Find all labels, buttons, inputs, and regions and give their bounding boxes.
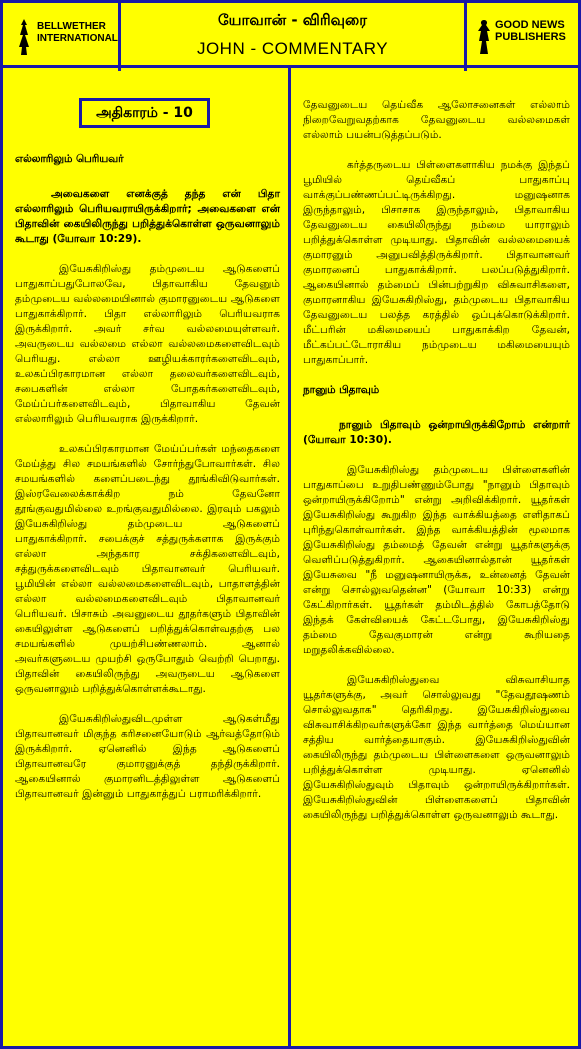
paragraph: இயேசுகிறிஸ்துவிடமுள்ள ஆடுகள்மீது பிதாவானவர் மிகுந்த கரிசனையோடும் ஆர்வத்தோடும் இருக்கிறார். ஏனெனில் இந்த ஆடுகளைப் பிதாவானவரே குமாரனுக்குத் தந்திருக்கிறார். ஆகையினால் குமாரனிடத்திலுள்ள ஆடுகளைப் பிதாவானவர் இன்னும் பாதுகாத்துப் பராமரிக்கிறார்.: [15, 713, 280, 800]
bellwether-sheep-icon: [13, 17, 35, 57]
paragraph: கர்த்தருடைய பிள்ளைகளாகிய நமக்கு இந்தப் பூமியில் தெய்வீகப் பாதுகாப்பு வாக்குப்பண்ணப்பட்டிருக்கிறது. மனுஷனாக இருந்தாலும், பிசாசாக இருந்தாலும், பிதாவாகிய தேவனுடைய கையிலிருந்து நம்மை யாராலும் பறித்துக்கொள்ள முடியாது. பிதாவின் வல்லமையைக் குமாரனும் அனுபவித்திருக்கிறார். பிதாவானவர் குமாரனைப் பாதுகாக்கிறார். பலப்படுத்துகிறார். ஆகையினால் தம்மைப் பின்பற்றுகிற விசுவாசிகளை, குமாரனாகிய இயேசுகிறிஸ்து, தம்முடைய பிதாவாகிய தேவனுடைய பலத்த கரத்தில் ஒப்புக்கொடுக்கிறார். மீட்பரின் மகிமையைப் பாதுகாக்கிற தேவன், மீட்கப்பட்டோராகிய நம்முடைய மகிமையையும் பாதுகாப்பார்.: [303, 159, 570, 366]
paragraph: தேவனுடைய தெய்வீக ஆலோசனைகள் எல்லாம் நிறைவேறுவதற்காக தேவனுடைய வல்லமைகள் எல்லாம் பயன்படுத்தப்படும்.: [303, 99, 570, 141]
bellwether-logo-text: BELLWETHER INTERNATIONAL: [37, 21, 118, 44]
right-column: [291, 68, 581, 1049]
paragraph: இயேசுகிறிஸ்துவை விசுவாசியாத யூதர்களுக்கு, அவர் சொல்லுவது "தேவதூஷணம் சொல்லுவதாக" தெரிகிறது. இயேசுகிறிஸ்துவை விசுவாசிக்கிறவர்களுக்கோ இந்த வார்த்தை மெய்யான சத்திய வார்த்தையாகும். இயேசுகிறிஸ்துவின் கையிலிருந்து தம்முடைய பிள்ளைகளை ஒருவனாலும் பறித்துக்கொள்ள முடியாது. ஏனெனில் இயேசுகிறிஸ்துவும் பிதாவும் ஒன்றாயிருக்கிறார்கள். இயேசுகிறிஸ்துவின் பிள்ளைகளைப் பிதாவின் கையிலிருந்து பறித்துக்கொள்ள ஒருவனாலும் கூடாது.: [303, 674, 570, 821]
bellwether-logo: [3, 3, 121, 71]
title-english: JOHN - COMMENTARY: [196, 39, 389, 58]
verse-quote: அவைகளை எனக்குத் தந்த என் பிதா எல்லாரிலும் பெரியவராயிருக்கிறார்; அவைகளை என் பிதாவின் கையிலிருந்து பறித்துக்கொள்ள ஒருவனாலும் கூடாது (யோவா 10:29).: [15, 188, 280, 245]
good-news-figure-icon: [473, 17, 495, 57]
left-column-text: [15, 152, 280, 802]
header-title-box: [121, 3, 467, 71]
section-heading: எல்லாரிலும் பெரியவர்: [15, 153, 124, 165]
title-tamil: யோவான் - விரிவுரை: [218, 11, 367, 29]
left-column: [0, 68, 291, 1049]
page-header: [0, 0, 581, 68]
paragraph: உலகப்பிரகாரமான மேய்ப்பர்கள் மந்தைகளை மேய்த்து சில சமயங்களில் சோர்ந்துபோவார்கள். சில சமயங்களில் களைப்படைந்து தூங்கிவிடுவார்கள். இஸ்ரவேலைக்காக்கிற நம் தேவனோ தூங்குவதுமில்லை உறங்குவதுமில்லை. இரவும் பகலும் இயேசுகிறிஸ்து தம்முடைய ஆடுகளைப் பாதுகாக்கிறார். சபைக்குச் சத்துருக்களாக இருக்கும் எல்லா அந்தகார சக்திகளைவிடவும், சத்துருக்களைவிடவும் பிதாவானவர் பெரியவர். பூமியின் எல்லா வல்லமைகளைவிடவும், பாதாளத்தின் எல்லா வல்லமைகளைவிடவும் பிதாவானவர் பெரியவர். பிசாசும் அவனுடைய தூதர்களும் பிதாவின் கையிலுள்ள ஆடுகளைப் பறித்துக்கொள்வதற்கு பல சமயங்களில் முயற்சிபண்ணலாம். ஆனால் அவர்களுடைய முயற்சி ஒருபோதும் வெற்றி பெறாது. பிதாவின் கையிலிருந்து அவருடைய ஆடுகளை ஒருவனாலும் பறித்துக்கொள்ளக்கூடாது.: [15, 443, 280, 695]
chapter-label: அதிகாரம் - 10: [79, 98, 210, 128]
good-news-logo: [467, 3, 581, 71]
verse-quote: நானும் பிதாவும் ஒன்றாயிருக்கிறோம் என்றார் (யோவா 10:30).: [303, 419, 570, 446]
paragraph: இயேசுகிறிஸ்து தம்முடைய ஆடுகளைப் பாதுகாப்பதுபோலவே, பிதாவாகிய தேவனும் தம்முடைய வல்லமையினால் குமாரனுடைய ஆடுகளை பாதுகாக்கிறார். பிதா எல்லாரிலும் பெரியவராக இருக்கிறார். அவர் சர்வ வல்லமையுள்ளவர். அவருடைய வல்லமை எல்லா வல்லமைகளைவிடவும் பெரியது. எல்லா ஊழியக்காரர்களைவிடவும், உலகப்பிரகாரமான எல்லா தலைவர்களைவிடவும், சபைகளின் எல்லா போதகர்களைவிடவும், மேய்ப்பர்களைவிடவும், பிதாவாகிய தேவன் எல்லாரிலும் பெரியவராக இருக்கிறார்.: [15, 263, 280, 425]
right-column-text: [303, 98, 570, 823]
section-heading: நானும் பிதாவும்: [303, 384, 380, 396]
good-news-logo-text: GOOD NEWS PUBLISHERS: [495, 19, 566, 43]
paragraph: இயேசுகிறிஸ்து தம்முடைய பிள்ளைகளின் பாதுகாப்பை உறுதிபண்ணும்போது "நானும் பிதாவும் ஒன்றாயிருக்கிறோம்" என்று அறிவிக்கிறார். யூதர்கள் இயேசுகிறிஸ்து கூறுகிற இந்த வாக்கியத்தை எளிதாகப் புரிந்துகொள்வார்கள். இந்த வாக்கியத்தின் மூலமாக இயேசுகிறிஸ்து தம்மைத் தேவன் என்று யூதர்களுக்கு வெளிப்படுத்துகிறார். ஆகையினால்தான் யூதர்கள் இயேசுவை "நீ மனுஷனாயிருக்க, உன்னைத் தேவன் என்று சொல்லுவதென்ன" (யோவா 10:33) என்று கேட்கிறார்கள். யூதர்கள் தம்மிடத்தில் கோபத்தோடு இந்தக் கேள்வியைக் கேட்டபோது, இயேசுகிறிஸ்து தம்மை தேவகுமாரன் என்று கூறியதை மறுதலிக்கவில்லை.: [303, 464, 570, 656]
